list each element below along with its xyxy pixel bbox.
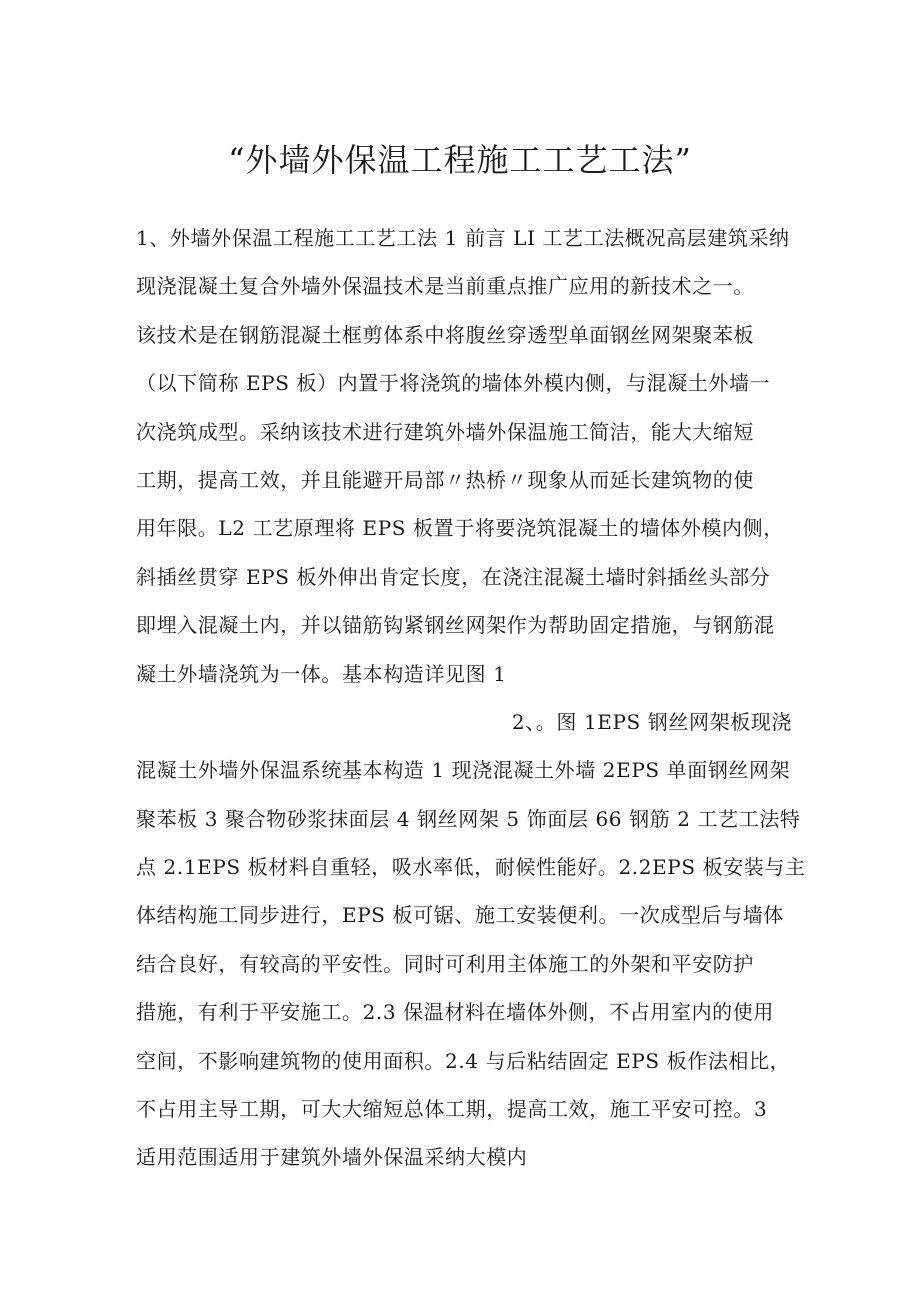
document-title: “外墙外保温工程施工工艺工法” [228,141,692,179]
text-line: 适用范围适用于建筑外墙外保温采纳大模内 [136,1145,528,1170]
text-line: 该技术是在钢筋混凝土框剪体系中将腹丝穿透型单面钢丝网架聚苯板 [136,322,754,347]
text-line: 空间，不影响建筑物的使用面积。2.4 与后粘结固定 EPS 板作法相比， [136,1048,791,1073]
text-line: 结合良好，有较高的平安性。同时可利用主体施工的外架和平安防护 [136,951,754,976]
text-line: 斜插丝贯穿 EPS 板外伸出肯定长度，在浇注混凝土墙时斜插丝头部分 [136,564,771,589]
document-body [136,214,806,1182]
text-line: 1、外墙外保温工程施工工艺工法 1 前言 LI 工艺工法概况高层建筑采纳 [136,226,790,250]
text-line: 点 2.1EPS 板材料自重轻，吸水率低，耐候性能好。2.2EPS 板安装与主 [136,855,806,880]
text-line: 混凝土外墙外保温系统基本构造 1 现浇混凝土外墙 2EPS 单面钢丝网架 [136,758,791,783]
text-line: 凝土外墙浇筑为一体。基本构造详见图 1 [136,661,507,686]
text-line: 现浇混凝土复合外墙外保温技术是当前重点推广应用的新技术之一。 [136,274,754,299]
text-line: 即埋入混凝土内，并以锚筋钩紧钢丝网架作为帮助固定措施，与钢筋混 [136,613,775,638]
text-line: （以下简称 EPS 板）内置于将浇筑的墙体外模内侧，与混凝土外墙一 [136,371,771,396]
text-line: 聚苯板 3 聚合物砂浆抹面层 4 钢丝网架 5 饰面层 66 钢筋 2 工艺工法特 [136,806,801,831]
text-line: 2、。图 1EPS 钢丝网架板现浇 [511,709,792,734]
text-line: 用年限。L2 工艺原理将 EPS 板置于将要浇筑混凝土的墙体外模内侧， [136,516,784,541]
text-line: 措施，有利于平安施工。2.3 保温材料在墙体外侧，不占用室内的使用 [136,1000,774,1025]
text-line: 次浇筑成型。采纳该技术进行建筑外墙外保温施工简洁，能大大缩短 [136,419,754,444]
text-line: 不占用主导工期，可大大缩短总体工期，提高工效，施工平安可控。3 [136,1097,768,1122]
text-line: 工期，提高工效，并且能避开局部〃热桥〃现象从而延长建筑物的使 [136,467,754,492]
text-line: 体结构施工同步进行，EPS 板可锯、施工安装便利。一次成型后与墙体 [136,903,784,928]
